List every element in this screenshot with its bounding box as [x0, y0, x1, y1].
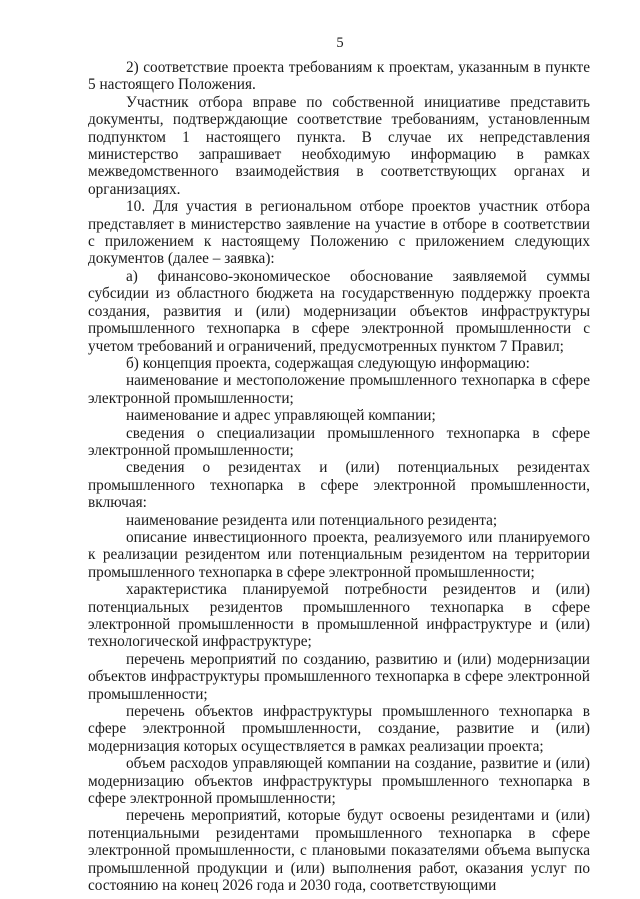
paragraph-technopark-name: наименование и местоположение промышленного технопарка в сфере электронной промышленности; [88, 372, 590, 407]
paragraph-compliance-requirements: 2) соответствие проекта требованиям к проектам, указанным в пункте 5 настоящего Положения. [88, 59, 590, 94]
paragraph-item-a: а) финансово-экономическое обоснование заявляемой суммы субсидии из областного бюджета на государственную поддержку проекта создания, развития и (или) модернизации объектов инфраструктуры промышленного технопарка в сфере электронной промышленности с учетом требований и ограничений, предусмотренных пунктом 7 Правил; [88, 267, 590, 355]
page-number: 5 [336, 35, 344, 51]
paragraph-specialization: сведения о специализации промышленного технопарка в сфере электронной промышленности; [88, 424, 590, 459]
paragraph-residents-info: сведения о резидентах и (или) потенциальных резидентах промышленного технопарка в сфере электронной промышленности, включая: [88, 459, 590, 512]
paragraph-resident-name: наименование резидента или потенциального резидента; [126, 511, 498, 529]
paragraph-item-b: б) концепция проекта, содержащая следующую информацию: [126, 354, 530, 372]
paragraph-application-10: 10. Для участия в региональном отборе проектов участник отбора представляет в министерство заявление на участие в отборе в соответствии с приложением к настоящему Положению с приложением следующих документов (далее – заявка): [88, 198, 590, 268]
paragraph-investment-project: описание инвестиционного проекта, реализуемого или планируемого к реализации резидентом или потенциальным резидентом на территории промышленного технопарка в сфере электронной промышленности; [88, 528, 590, 581]
paragraph-participant-initiative: Участник отбора вправе по собственной инициативе представить документы, подтверждающие соответствие требованиям, установленным подпунктом 1 настоящего пункта. В случае их непредставления министерство запрашивает необходимую информацию в рамках межведомственного взаимодействия в соответствующих органах и организациях. [88, 93, 590, 198]
paragraph-measures-list: перечень мероприятий по созданию, развитию и (или) модернизации объектов инфраструктуры промышленного технопарка в сфере электронной промышленности; [88, 650, 590, 703]
document-body [88, 59, 590, 895]
paragraph-infrastructure-needs: характеристика планируемой потребности резидентов и (или) потенциальных резидентов промышленного технопарка в сфере электронной промышленности в промышленной инфраструктуре и (или) технологической инфраструктуре; [88, 581, 590, 651]
paragraph-expenses-volume: объем расходов управляющей компании на создание, развитие и (или) модернизацию объектов инфраструктуры промышленного технопарка в сфере электронной промышленности; [88, 755, 590, 808]
paragraph-objects-list: перечень объектов инфраструктуры промышленного технопарка в сфере электронной промышленности, создание, развитие и (или) модернизация которых осуществляется в рамках реализации проекта; [88, 703, 590, 755]
paragraph-residents-measures: перечень мероприятий, которые будут освоены резидентами и (или) потенциальными резидентами промышленного технопарка в сфере электронной промышленности, с плановыми показателями объема выпуска промышленной продукции и (или) выполнения работ, оказания услуг по состоянию на конец 2026 года и 2030 года, соответствующими [88, 807, 590, 895]
paragraph-management-company: наименование и адрес управляющей компании; [126, 407, 436, 425]
